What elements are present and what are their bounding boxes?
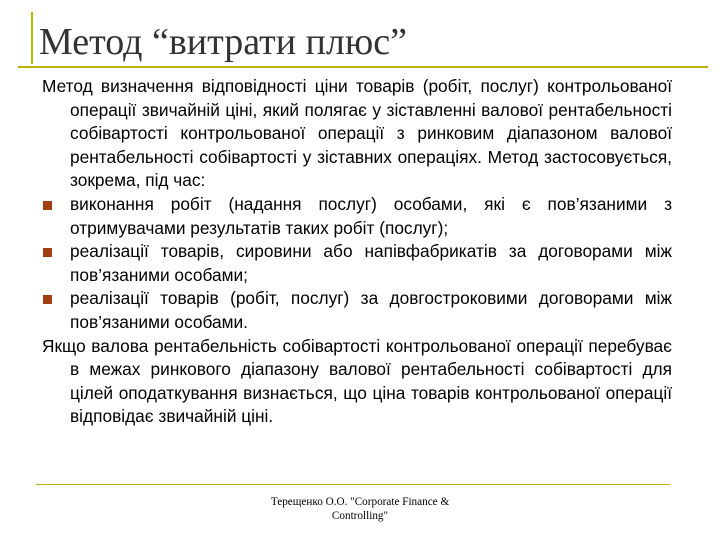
square-bullet-icon: [43, 295, 52, 304]
slide-body: [42, 75, 672, 429]
bullet-item: [42, 193, 672, 240]
conclusion-paragraph: Якщо валова рентабельність собівартості контрольованої операції перебуває в межах ринкового діапазону валової рентабельності собівартості для цілей оподаткування визнається, що ціна товарів контрольованої операції відповідає звичайній ціні.: [42, 335, 672, 427]
footer-course: Controlling": [331, 510, 389, 522]
bullet-list: [42, 193, 672, 335]
slide-title: Метод “витрати плюс”: [39, 21, 407, 63]
square-bullet-icon: [43, 248, 52, 257]
bullet-item: [42, 240, 672, 287]
footer-author: Терещенко О.О. "Corporate Finance &: [270, 496, 450, 508]
footer-divider: [36, 484, 670, 485]
bullet-text: виконання робіт (надання послуг) особами, які є пов’язаними з отримувачами результатів таких робіт (послуг);: [70, 193, 672, 238]
square-bullet-icon: [43, 201, 52, 210]
bullet-text: реалізації товарів (робіт, послуг) за довгостроковими договорами між пов’язаними особами.: [70, 288, 672, 332]
title-accent-vertical-line: [31, 12, 33, 64]
intro-paragraph: Метод визначення відповідності ціни товарів (робіт, послуг) контрольованої операції звичайній ціні, який полягає у зіставленні валової рентабельності собівартості контрольованої операції з ринковим діапазоном валової рентабельності собівартості у зіставних операціях. Метод застосовується, зокрема, під час:: [42, 76, 672, 191]
footer: [250, 495, 470, 523]
bullet-text: реалізації товарів, сировини або напівфабрикатів за договорами між пов’язаними особами;: [70, 241, 672, 285]
bullet-item: [42, 287, 672, 334]
title-accent-horizontal-line: [18, 66, 708, 68]
